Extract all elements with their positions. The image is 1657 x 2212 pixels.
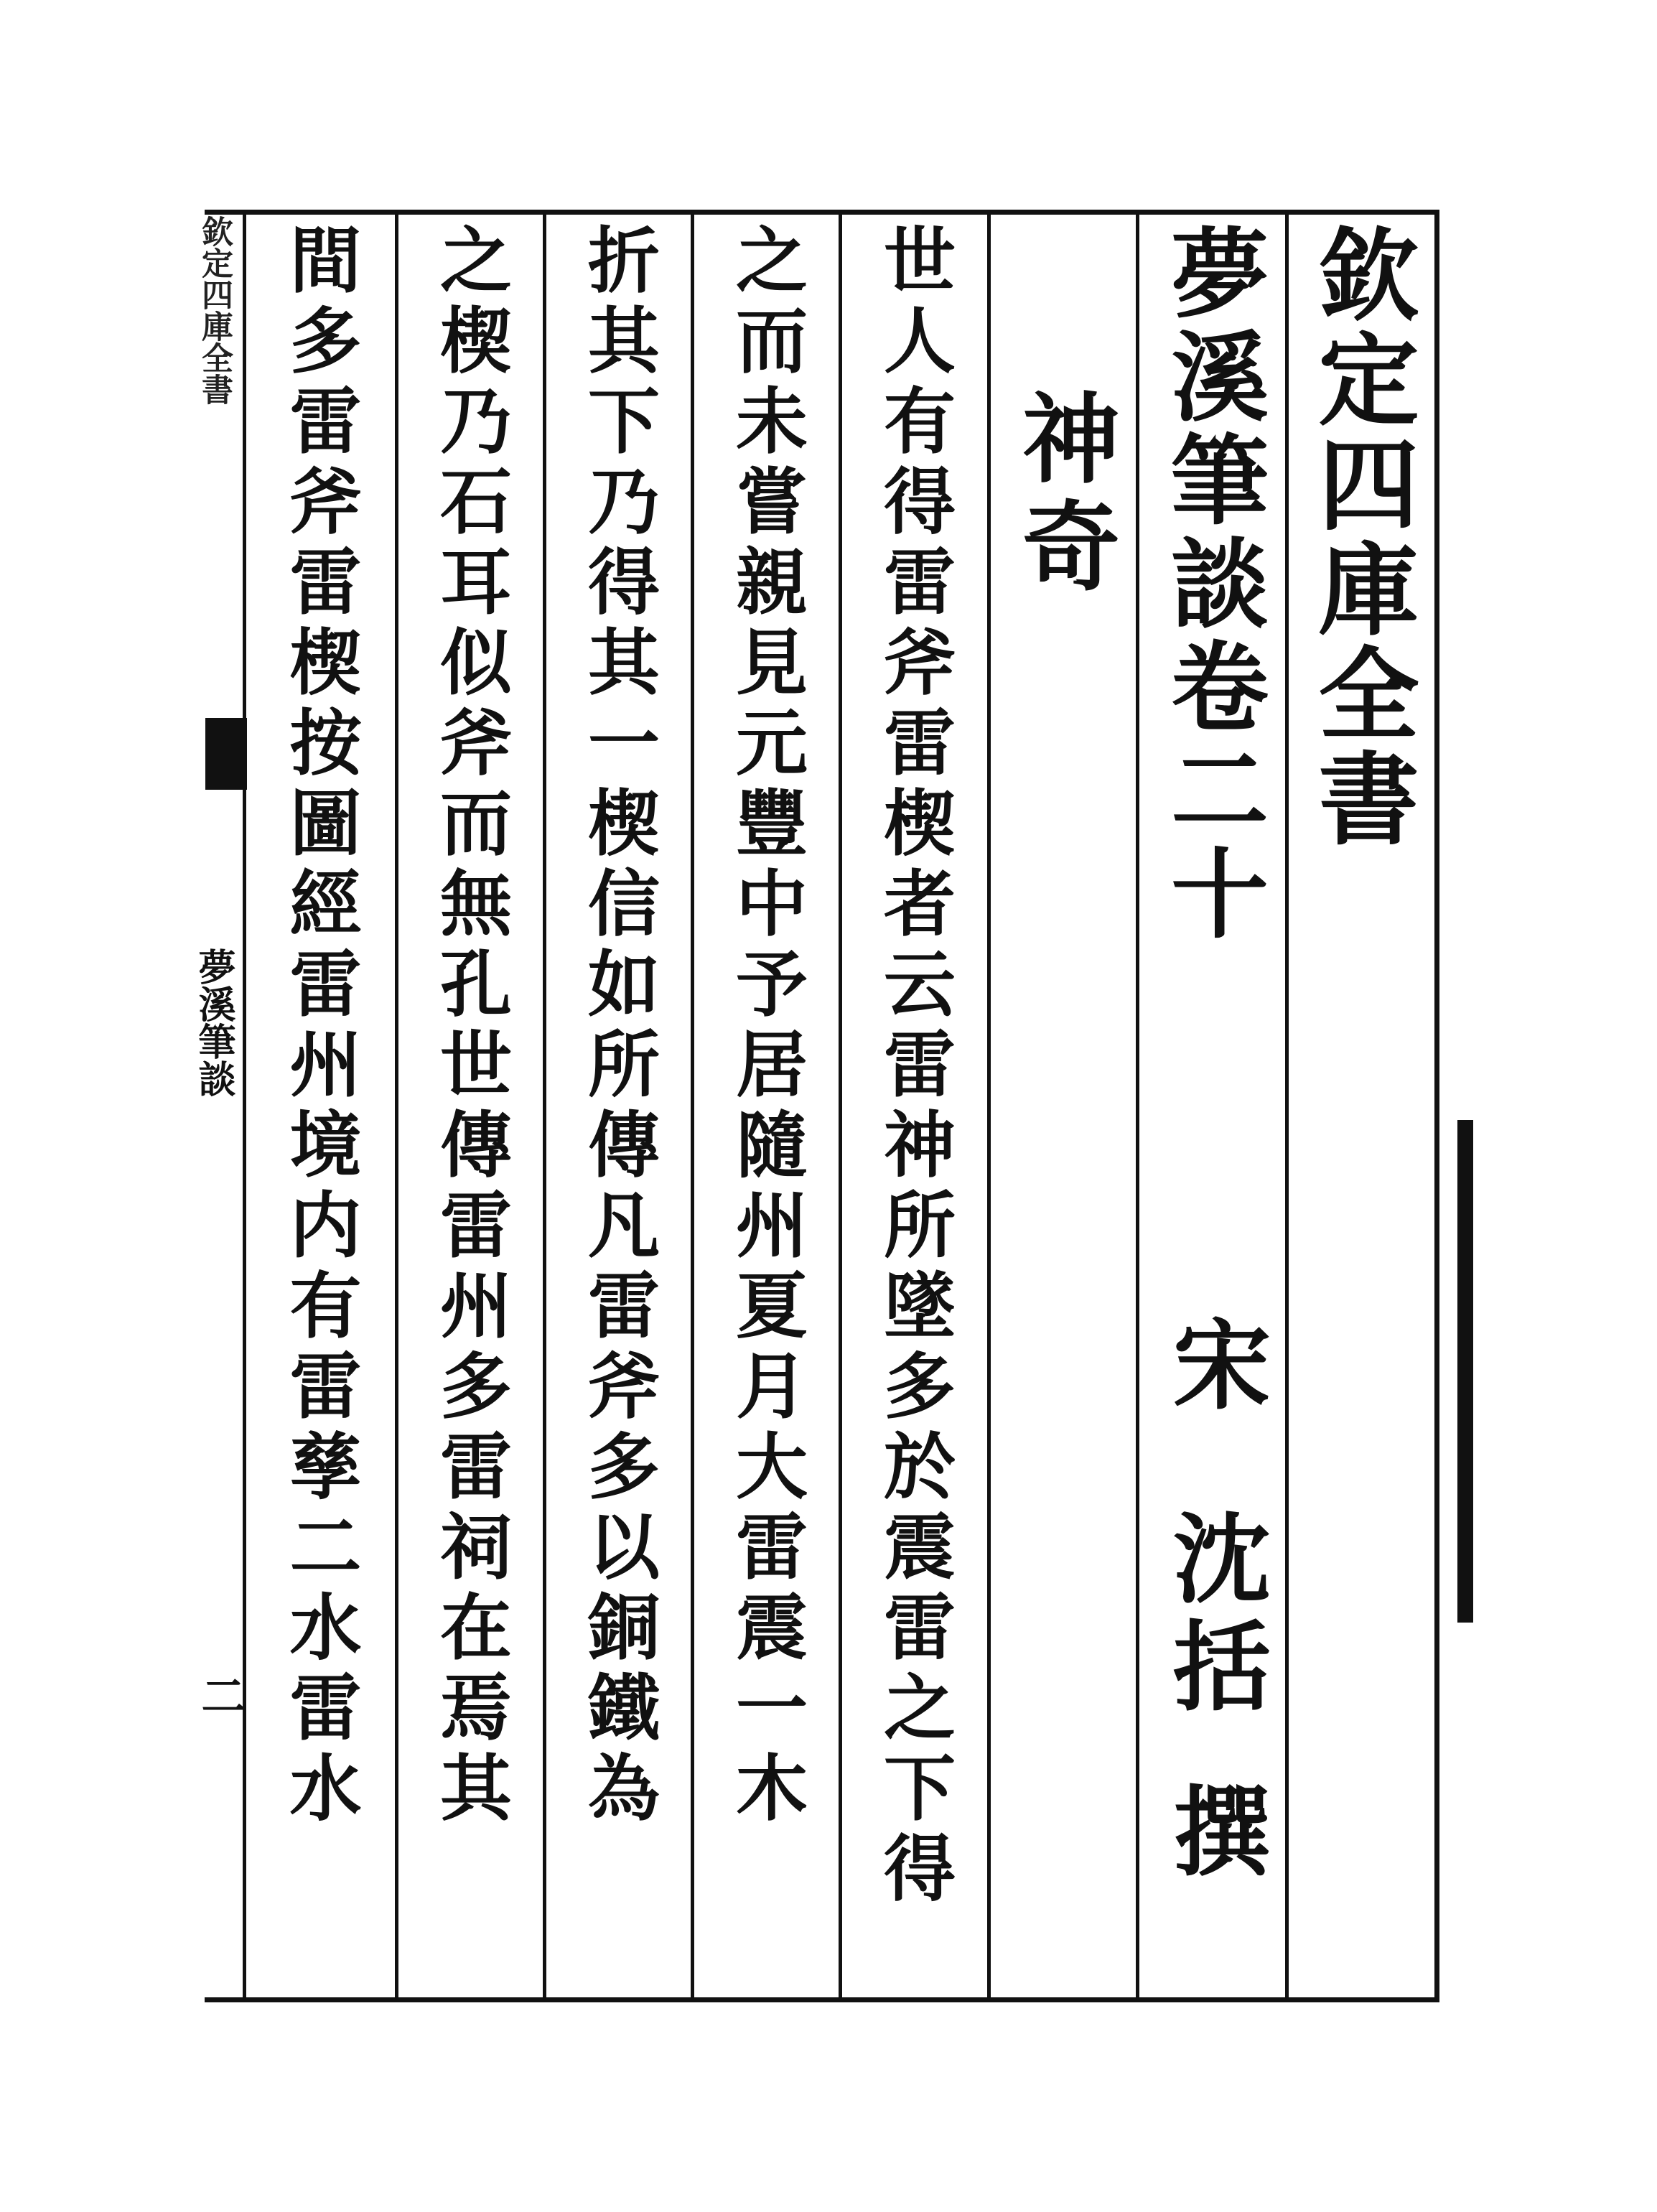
collection-title: 欽定四庫全書 bbox=[1302, 223, 1419, 851]
book-title: 夢溪筆談卷二十 bbox=[1154, 223, 1269, 946]
body-line: 之而未嘗親見元豐中予居隨州夏月大雷震一木 bbox=[724, 223, 808, 1831]
page-number: 二 bbox=[194, 1673, 246, 1717]
author-name: 沈括 bbox=[1156, 1508, 1271, 1723]
gutter-collection-text: 欽定四庫全書 bbox=[196, 215, 233, 405]
section-heading-column bbox=[991, 223, 1134, 1989]
author-role: 撰 bbox=[1156, 1781, 1271, 1878]
body-line: 之楔乃石耳似斧而無孔世傳雷州多雷祠在焉其 bbox=[428, 223, 513, 1831]
body-line: 世人有得雷斧雷楔者云雷神所墜多於震雷之下得 bbox=[872, 223, 956, 1911]
body-column bbox=[842, 223, 986, 1989]
frame-top-rule bbox=[205, 210, 1439, 215]
body-line: 折其下乃得其一楔信如所傳凡雷斧多以銅鐵為 bbox=[576, 223, 661, 1831]
author-dynasty: 宋 bbox=[1156, 1314, 1271, 1411]
gutter-fish-tail-mark bbox=[205, 718, 247, 790]
body-column bbox=[246, 223, 393, 1989]
body-column bbox=[694, 223, 838, 1989]
frame-right-rule bbox=[1434, 210, 1439, 2002]
book-title-column bbox=[1139, 223, 1283, 1989]
collection-title-column bbox=[1289, 223, 1432, 1989]
section-heading: 神奇 bbox=[1005, 388, 1120, 603]
body-column bbox=[546, 223, 690, 1989]
body-column bbox=[398, 223, 542, 1989]
margin-bar bbox=[1457, 1120, 1473, 1623]
body-line: 間多雷斧雷楔按圖經雷州境内有雷孳二水雷水 bbox=[277, 223, 363, 1831]
gutter-book-title: 夢溪筆談 bbox=[192, 948, 235, 1097]
frame-bottom-rule bbox=[205, 1997, 1439, 2002]
